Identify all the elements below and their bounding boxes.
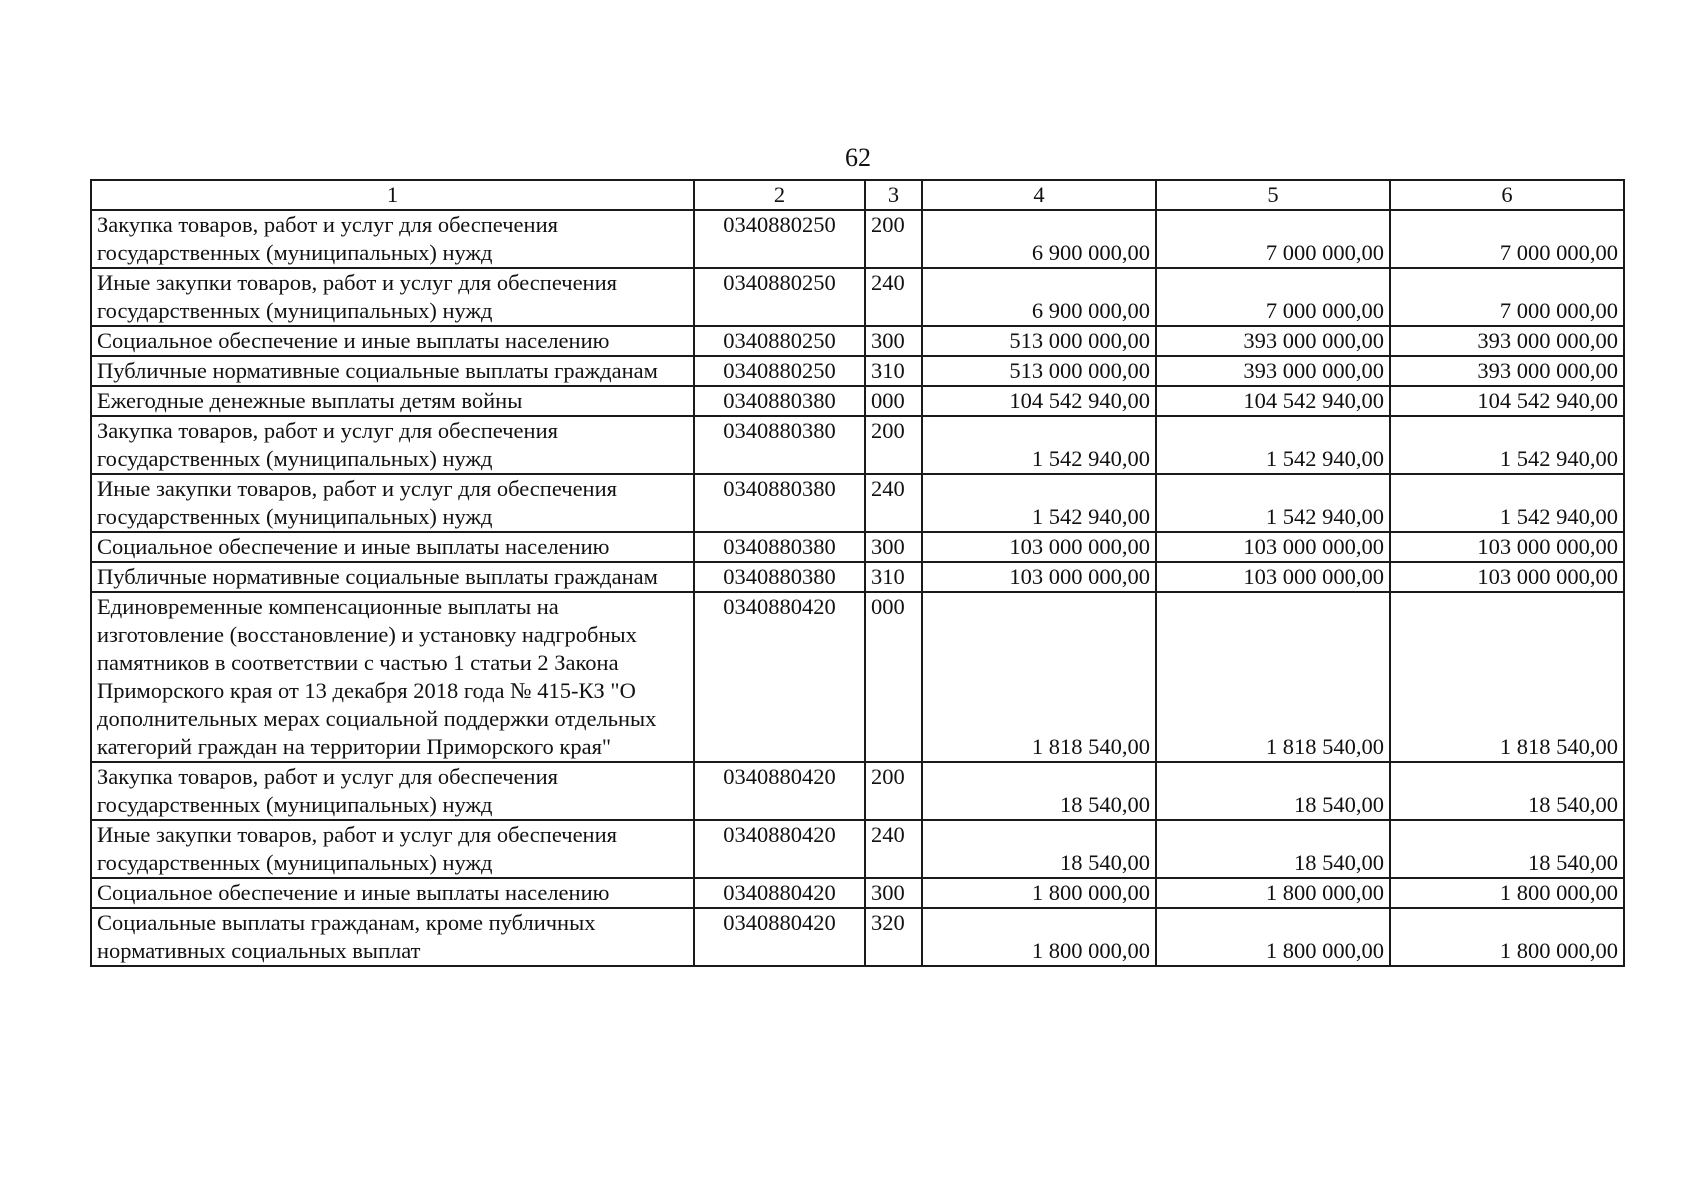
table-row bbox=[91, 474, 1624, 532]
expense-name-cell: Закупка товаров, работ и услуг для обеспечения государственных (муниципальных) нужд bbox=[91, 210, 694, 268]
table-body bbox=[91, 210, 1624, 966]
target-code-cell: 0340880380 bbox=[694, 532, 865, 562]
amount-col5-cell: 7 000 000,00 bbox=[1156, 268, 1390, 326]
expense-name-cell: Иные закупки товаров, работ и услуг для обеспечения государственных (муниципальных) нужд bbox=[91, 820, 694, 878]
amount-col6-cell: 7 000 000,00 bbox=[1390, 268, 1624, 326]
amount-col5-cell: 7 000 000,00 bbox=[1156, 210, 1390, 268]
target-code-cell: 0340880420 bbox=[694, 820, 865, 878]
column-header: 3 bbox=[865, 180, 922, 210]
amount-col5-cell: 1 818 540,00 bbox=[1156, 592, 1390, 762]
amount-col6-cell: 18 540,00 bbox=[1390, 762, 1624, 820]
table-row bbox=[91, 878, 1624, 908]
expense-name-cell: Публичные нормативные социальные выплаты гражданам bbox=[91, 356, 694, 386]
expense-name-cell: Иные закупки товаров, работ и услуг для обеспечения государственных (муниципальных) нужд bbox=[91, 268, 694, 326]
amount-col6-cell: 7 000 000,00 bbox=[1390, 210, 1624, 268]
amount-col6-cell: 1 542 940,00 bbox=[1390, 416, 1624, 474]
amount-col6-cell: 1 800 000,00 bbox=[1390, 908, 1624, 966]
expense-name-cell: Закупка товаров, работ и услуг для обеспечения государственных (муниципальных) нужд bbox=[91, 416, 694, 474]
amount-col4-cell: 103 000 000,00 bbox=[922, 562, 1156, 592]
table-row bbox=[91, 356, 1624, 386]
amount-col5-cell: 103 000 000,00 bbox=[1156, 562, 1390, 592]
target-code-cell: 0340880250 bbox=[694, 326, 865, 356]
amount-col4-cell: 513 000 000,00 bbox=[922, 326, 1156, 356]
expense-type-cell: 320 bbox=[865, 908, 922, 966]
target-code-cell: 0340880250 bbox=[694, 356, 865, 386]
expense-type-cell: 300 bbox=[865, 326, 922, 356]
amount-col5-cell: 103 000 000,00 bbox=[1156, 532, 1390, 562]
amount-col4-cell: 18 540,00 bbox=[922, 820, 1156, 878]
target-code-cell: 0340880420 bbox=[694, 878, 865, 908]
table-row bbox=[91, 592, 1624, 762]
column-header: 4 bbox=[922, 180, 1156, 210]
table-row bbox=[91, 210, 1624, 268]
target-code-cell: 0340880420 bbox=[694, 908, 865, 966]
column-header: 5 bbox=[1156, 180, 1390, 210]
amount-col4-cell: 6 900 000,00 bbox=[922, 268, 1156, 326]
expense-name-cell: Единовременные компенсационные выплаты на изготовление (восстановление) и установку надгробных памятников в соответствии с частью 1 статьи 2 Закона Приморского края от 13 декабря 2018 года № 415-КЗ "О дополнительных мерах социальной поддержки отдельных категорий граждан на территории Приморского края" bbox=[91, 592, 694, 762]
expense-type-cell: 200 bbox=[865, 762, 922, 820]
target-code-cell: 0340880380 bbox=[694, 416, 865, 474]
amount-col5-cell: 1 542 940,00 bbox=[1156, 416, 1390, 474]
expense-name-cell: Социальные выплаты гражданам, кроме публичных нормативных социальных выплат bbox=[91, 908, 694, 966]
expense-name-cell: Ежегодные денежные выплаты детям войны bbox=[91, 386, 694, 416]
target-code-cell: 0340880420 bbox=[694, 762, 865, 820]
column-header: 6 bbox=[1390, 180, 1624, 210]
column-header: 1 bbox=[91, 180, 694, 210]
expense-type-cell: 310 bbox=[865, 356, 922, 386]
amount-col4-cell: 104 542 940,00 bbox=[922, 386, 1156, 416]
amount-col4-cell: 103 000 000,00 bbox=[922, 532, 1156, 562]
budget-table bbox=[90, 179, 1625, 967]
amount-col4-cell: 1 542 940,00 bbox=[922, 416, 1156, 474]
table-row bbox=[91, 326, 1624, 356]
amount-col6-cell: 103 000 000,00 bbox=[1390, 532, 1624, 562]
expense-name-cell: Публичные нормативные социальные выплаты гражданам bbox=[91, 562, 694, 592]
amount-col6-cell: 393 000 000,00 bbox=[1390, 326, 1624, 356]
amount-col4-cell: 1 542 940,00 bbox=[922, 474, 1156, 532]
amount-col5-cell: 1 800 000,00 bbox=[1156, 908, 1390, 966]
amount-col6-cell: 393 000 000,00 bbox=[1390, 356, 1624, 386]
header-row bbox=[91, 180, 1624, 210]
amount-col6-cell: 18 540,00 bbox=[1390, 820, 1624, 878]
amount-col5-cell: 1 542 940,00 bbox=[1156, 474, 1390, 532]
expense-type-cell: 300 bbox=[865, 532, 922, 562]
expense-type-cell: 240 bbox=[865, 268, 922, 326]
amount-col6-cell: 1 542 940,00 bbox=[1390, 474, 1624, 532]
amount-col5-cell: 18 540,00 bbox=[1156, 820, 1390, 878]
amount-col4-cell: 1 818 540,00 bbox=[922, 592, 1156, 762]
expense-type-cell: 310 bbox=[865, 562, 922, 592]
amount-col4-cell: 513 000 000,00 bbox=[922, 356, 1156, 386]
amount-col4-cell: 18 540,00 bbox=[922, 762, 1156, 820]
amount-col5-cell: 104 542 940,00 bbox=[1156, 386, 1390, 416]
target-code-cell: 0340880380 bbox=[694, 474, 865, 532]
expense-name-cell: Социальное обеспечение и иные выплаты населению bbox=[91, 532, 694, 562]
expense-type-cell: 000 bbox=[865, 592, 922, 762]
amount-col6-cell: 103 000 000,00 bbox=[1390, 562, 1624, 592]
table-row bbox=[91, 908, 1624, 966]
expense-type-cell: 300 bbox=[865, 878, 922, 908]
expense-type-cell: 000 bbox=[865, 386, 922, 416]
amount-col4-cell: 1 800 000,00 bbox=[922, 878, 1156, 908]
expense-name-cell: Социальное обеспечение и иные выплаты населению bbox=[91, 326, 694, 356]
expense-name-cell: Иные закупки товаров, работ и услуг для обеспечения государственных (муниципальных) нужд bbox=[91, 474, 694, 532]
amount-col6-cell: 1 800 000,00 bbox=[1390, 878, 1624, 908]
amount-col6-cell: 104 542 940,00 bbox=[1390, 386, 1624, 416]
expense-type-cell: 240 bbox=[865, 820, 922, 878]
target-code-cell: 0340880380 bbox=[694, 386, 865, 416]
target-code-cell: 0340880380 bbox=[694, 562, 865, 592]
amount-col6-cell: 1 818 540,00 bbox=[1390, 592, 1624, 762]
amount-col5-cell: 1 800 000,00 bbox=[1156, 878, 1390, 908]
amount-col5-cell: 393 000 000,00 bbox=[1156, 356, 1390, 386]
column-header: 2 bbox=[694, 180, 865, 210]
table-row bbox=[91, 416, 1624, 474]
expense-type-cell: 240 bbox=[865, 474, 922, 532]
expense-name-cell: Социальное обеспечение и иные выплаты населению bbox=[91, 878, 694, 908]
expense-type-cell: 200 bbox=[865, 416, 922, 474]
table-row bbox=[91, 532, 1624, 562]
table-row bbox=[91, 562, 1624, 592]
amount-col4-cell: 6 900 000,00 bbox=[922, 210, 1156, 268]
table-row bbox=[91, 820, 1624, 878]
table-row bbox=[91, 762, 1624, 820]
table-row bbox=[91, 386, 1624, 416]
amount-col5-cell: 18 540,00 bbox=[1156, 762, 1390, 820]
target-code-cell: 0340880250 bbox=[694, 210, 865, 268]
table-row bbox=[91, 268, 1624, 326]
expense-type-cell: 200 bbox=[865, 210, 922, 268]
amount-col4-cell: 1 800 000,00 bbox=[922, 908, 1156, 966]
expense-name-cell: Закупка товаров, работ и услуг для обеспечения государственных (муниципальных) нужд bbox=[91, 762, 694, 820]
page-number: 62 bbox=[845, 143, 871, 172]
amount-col5-cell: 393 000 000,00 bbox=[1156, 326, 1390, 356]
target-code-cell: 0340880420 bbox=[694, 592, 865, 762]
target-code-cell: 0340880250 bbox=[694, 268, 865, 326]
